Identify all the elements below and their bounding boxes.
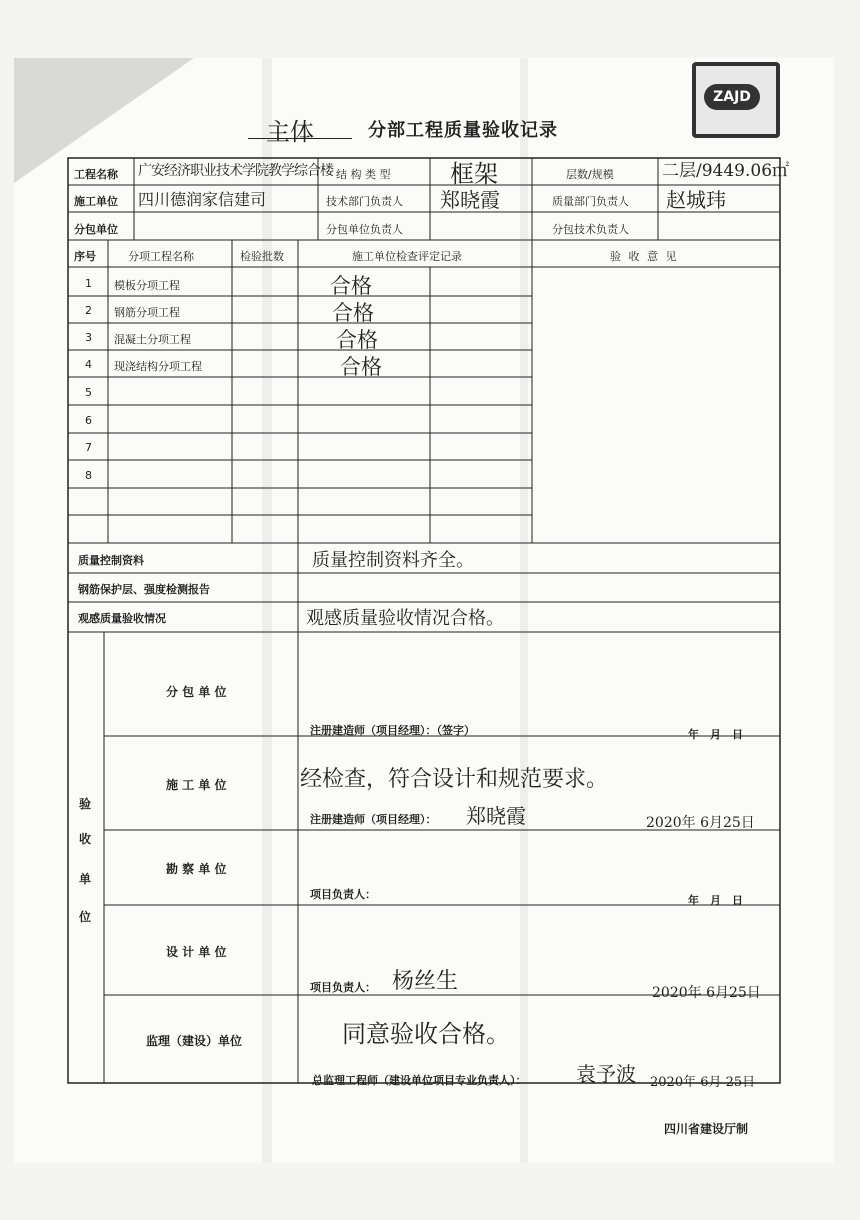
appearance-label: 观感质量验收情况 xyxy=(78,612,166,625)
col-record-header: 施工单位检查评定记录 xyxy=(352,250,462,263)
title-prefix: 主体 xyxy=(266,118,314,146)
survey-date: 年 月 日 xyxy=(688,894,743,907)
row-no: 5 xyxy=(85,386,92,399)
project-name: 广安经济职业技术学院教学综合楼 xyxy=(138,163,333,179)
row-record: 合格 xyxy=(340,355,382,379)
quality-control-value: 质量控制资料齐全。 xyxy=(312,550,474,571)
sub-signature-label: 注册建造师（项目经理）：（签字） xyxy=(310,724,475,737)
sub-head-label: 分包单位负责人 xyxy=(326,223,403,236)
sub-unit-label: 分 包 单 位 xyxy=(166,685,227,699)
rebar-report-label: 钢筋保护层、强度检测报告 xyxy=(78,583,210,596)
tech-head-signature: 郑晓霞 xyxy=(440,188,500,212)
logo-text: ZAJD xyxy=(704,84,760,110)
quality-head-signature: 赵城玮 xyxy=(666,188,726,212)
floors-label: 层数/规模 xyxy=(566,168,614,181)
supervision-comment: 同意验收合格。 xyxy=(342,1020,510,1048)
row-record: 合格 xyxy=(330,274,372,298)
acceptance-char: 单 xyxy=(79,872,92,886)
contractor-name: 四川德润家信建司 xyxy=(138,190,267,209)
supervision-signature: 袁予波 xyxy=(576,1062,636,1086)
supervision-date: 2020年 6月 25日 xyxy=(650,1075,756,1090)
col-batches-header: 检验批数 xyxy=(240,250,284,263)
structure-type: 框架 xyxy=(450,160,498,188)
col-name-header: 分项工程名称 xyxy=(128,250,194,263)
sub-tech-label: 分包技术负责人 xyxy=(552,223,629,236)
survey-unit-label: 勘 察 单 位 xyxy=(166,862,227,876)
acceptance-char: 位 xyxy=(79,910,92,924)
construction-unit-label: 施 工 单 位 xyxy=(166,778,227,792)
construction-comment: 经检查，符合设计和规范要求。 xyxy=(300,767,609,792)
row-name: 混凝土分项工程 xyxy=(114,333,191,346)
row-no: 1 xyxy=(85,277,92,290)
row-no: 2 xyxy=(85,304,92,317)
row-no: 3 xyxy=(85,331,92,344)
project-name-label: 工程名称 xyxy=(74,168,118,181)
page-title: 分部工程质量验收记录 xyxy=(368,120,558,141)
subcontractor-label: 分包单位 xyxy=(74,223,118,236)
contractor-label: 施工单位 xyxy=(74,195,118,208)
supervision-signature-label: 总监理工程师（建设单位项目专业负责人）： xyxy=(312,1074,527,1087)
tech-head-label: 技术部门负责人 xyxy=(326,195,403,208)
floors-value: 二层/9449.06㎡ xyxy=(662,161,790,181)
row-name: 模板分项工程 xyxy=(114,279,180,292)
survey-signature-label: 项目负责人： xyxy=(310,888,376,901)
construction-date: 2020年 6月25日 xyxy=(646,815,755,831)
row-no: 4 xyxy=(85,358,92,371)
construction-signature: 郑晓霞 xyxy=(466,804,526,828)
design-date: 2020年 6月25日 xyxy=(652,985,761,1001)
design-signature: 杨丝生 xyxy=(392,969,459,994)
design-unit-label: 设 计 单 位 xyxy=(166,945,227,959)
supervision-unit-label: 监理（建设）单位 xyxy=(146,1034,243,1048)
row-no: 7 xyxy=(85,441,92,454)
row-no: 8 xyxy=(85,469,92,482)
sub-date: 年 月 日 xyxy=(688,728,743,741)
col-opinion-header: 验 收 意 见 xyxy=(610,250,679,263)
row-record: 合格 xyxy=(336,328,378,352)
design-signature-label: 项目负责人： xyxy=(310,981,376,994)
row-no: 6 xyxy=(85,414,92,427)
row-name: 钢筋分项工程 xyxy=(114,306,180,319)
quality-control-label: 质量控制资料 xyxy=(78,554,144,567)
acceptance-char: 收 xyxy=(79,832,92,846)
row-record: 合格 xyxy=(332,301,374,325)
construction-signature-label: 注册建造师（项目经理）： xyxy=(310,813,437,826)
quality-head-label: 质量部门负责人 xyxy=(552,195,629,208)
structure-type-label: 结 构 类 型 xyxy=(336,168,391,181)
col-no-header: 序号 xyxy=(74,250,96,263)
footer-issuer: 四川省建设厅制 xyxy=(664,1122,749,1136)
acceptance-char: 验 xyxy=(79,797,92,811)
appearance-value: 观感质量验收情况合格。 xyxy=(306,608,504,629)
row-name: 现浇结构分项工程 xyxy=(114,360,202,373)
